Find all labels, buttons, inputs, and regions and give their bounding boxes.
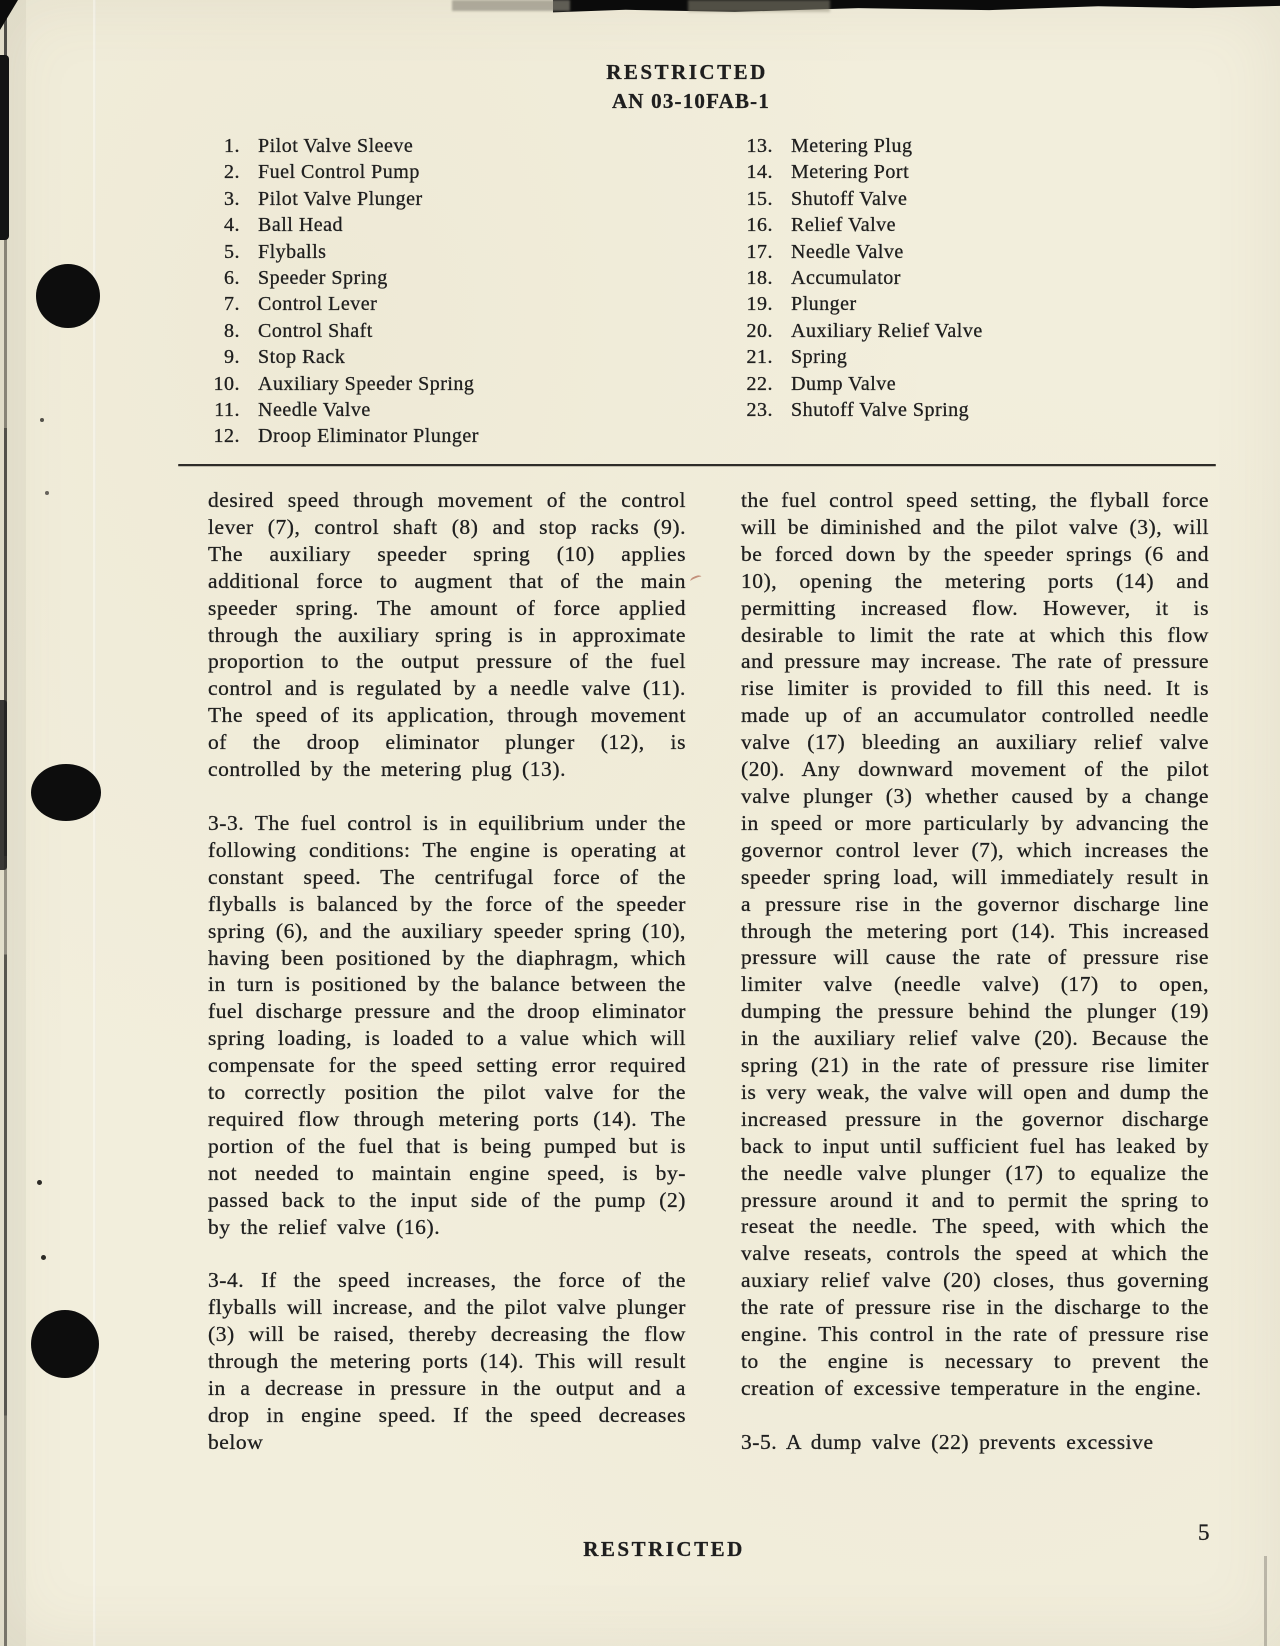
- legend-item: [204, 371, 674, 397]
- legend-item: [204, 186, 674, 212]
- legend-item-label: Fuel Control Pump: [258, 161, 420, 184]
- scan-right-edge-mark: [1264, 1556, 1267, 1646]
- legend-item-label: Metering Port: [791, 161, 910, 184]
- scan-speck: [41, 1255, 46, 1260]
- legend-item-label: Pilot Valve Sleeve: [258, 135, 414, 157]
- scan-speck: [45, 491, 49, 495]
- scan-left-edge-mark: [0, 55, 9, 240]
- legend-item-number: 6.: [224, 267, 240, 290]
- legend-item-label: Needle Valve: [791, 240, 904, 263]
- legend-item: [204, 291, 674, 317]
- legend-item: [706, 159, 1206, 185]
- punch-hole: [36, 264, 100, 328]
- legend-item-number: 10.: [213, 372, 240, 395]
- legend-item-number: 20.: [746, 319, 773, 342]
- legend-item-label: Stop Rack: [258, 346, 346, 369]
- legend-item: [706, 186, 1206, 212]
- legend-item-label: Shutoff Valve: [791, 187, 908, 210]
- legend-item-number: 18.: [746, 267, 773, 290]
- legend-item-label: Droop Eliminator Plunger: [258, 425, 479, 448]
- doc-number: AN 03-10FAB-1: [611, 89, 771, 113]
- legend-item: [706, 265, 1206, 291]
- legend-item-label: Plunger: [791, 293, 857, 316]
- legend-item-number: 22.: [746, 372, 773, 395]
- legend-item-number: 2.: [224, 161, 240, 184]
- legend-item-label: Speeder Spring: [258, 267, 388, 290]
- scan-speck: [40, 418, 44, 422]
- body-column-left: [208, 487, 686, 1456]
- legend-item-label: Auxiliary Speeder Spring: [258, 372, 475, 395]
- legend-item-label: Control Shaft: [258, 319, 373, 342]
- legend-item-label: Needle Valve: [258, 399, 371, 422]
- legend-item: [204, 423, 674, 449]
- legend-item: [204, 159, 674, 185]
- legend-item-label: Auxiliary Relief Valve: [791, 319, 983, 342]
- legend-item: [204, 239, 674, 265]
- body-column-right: [741, 487, 1209, 1456]
- legend-item-number: 11.: [214, 399, 240, 422]
- legend-list-right: [706, 133, 1206, 423]
- scan-top-edge-bar: [553, 0, 1280, 14]
- legend-item-number: 7.: [224, 293, 240, 316]
- legend-item: [204, 318, 674, 344]
- legend-item-label: Accumulator: [791, 267, 901, 290]
- legend-item: [706, 318, 1206, 344]
- legend-item-label: Ball Head: [258, 214, 344, 237]
- legend-item: [204, 265, 674, 291]
- legend-item: [706, 291, 1206, 317]
- scan-left-edge-mark: [0, 700, 7, 870]
- legend-item-label: Shutoff Valve Spring: [791, 399, 970, 422]
- scan-top-smudge: [452, 0, 570, 11]
- legend-item-number: 12.: [213, 425, 240, 448]
- legend-item: [204, 397, 674, 423]
- legend-item-label: Spring: [791, 346, 848, 369]
- legend-item: [706, 133, 1206, 159]
- legend-item-number: 5.: [224, 240, 240, 263]
- paragraph-3-3: 3-3. The fuel control is in equilibrium under the following conditions: The engine is operating at constant speed. The centrifugal force of the flyballs is balanced by the force of the speeder spring (6), and the auxiliary speeder spring (10), having been positioned by the diaphragm, which in turn is positioned by the balance between the fuel discharge pressure and the droop eliminator spring loading, is loaded to a value which will compensate for the speed setting error required to correctly position the pilot valve for the required flow through metering ports (14). The portion of the fuel that is being pumped but is not needed to maintain engine speed, is by-passed back to the input side of the pump (2) by the relief valve (16).: [208, 810, 686, 1239]
- legend-item: [706, 371, 1206, 397]
- legend-item: [204, 133, 674, 159]
- legend-item: [706, 212, 1206, 238]
- legend-item-number: 4.: [224, 214, 240, 237]
- legend-item-number: 8.: [224, 319, 240, 342]
- legend-item-label: Pilot Valve Plunger: [258, 187, 423, 210]
- legend-item-number: 15.: [746, 187, 773, 210]
- legend-item-number: 16.: [746, 214, 773, 237]
- legend-item-number: 13.: [746, 135, 773, 157]
- paragraph-continuation: the fuel control speed setting, the flyball force will be diminished and the pilot valve (3), will be forced down by the speeder springs (6 and 10), opening the metering ports (14) and permitting increased flow. However, it is desirable to limit the rate at which this flow and pressure may increase. The rate of pressure rise limiter is provided to fill this need. It is made up of an accumulator controlled needle valve (17) bleeding an auxiliary relief valve (20). Any downward movement of the pilot valve plunger (3) whether caused by a change in speed or more particularly by advancing the governor control lever (7), which increases the speeder spring load, will immediately result in a pressure rise in the governor discharge line through the metering port (14). This increased pressure will cause the rate of pressure rise limiter valve (needle valve) (17) to open, dumping the pressure behind the plunger (19) in the auxiliary relief valve (20). Because the spring (21) in the rate of pressure rise limiter is very weak, the valve will open and dump the increased pressure in the governor discharge back to input until sufficient fuel has leaked by the needle valve plunger (17) to equalize the pressure around it and to permit the spring to reseat the needle. The speed, with which the valve reseats, controls the speed at which the auxiary relief valve (20) closes, thus governing the rate of pressure rise in the discharge to the engine. This control in the rate of pressure rise to the engine is necessary to prevent the creation of excessive temperature in the engine.: [741, 488, 1209, 1400]
- section-divider-rule: [178, 464, 1216, 466]
- scan-speck: [37, 1180, 42, 1185]
- legend-item: [706, 344, 1206, 370]
- legend-item-number: 14.: [746, 161, 773, 184]
- punch-hole: [31, 764, 101, 821]
- paragraph-3-5: 3-5. A dump valve (22) prevents excessive: [741, 1429, 1154, 1454]
- page-number: 5: [1198, 1520, 1210, 1545]
- legend-item-number: 23.: [746, 399, 773, 422]
- scan-top-smudge: [688, 0, 830, 12]
- legend-item: [706, 239, 1206, 265]
- legend-item-label: Flyballs: [258, 240, 327, 263]
- legend-item-number: 9.: [224, 346, 240, 369]
- punch-hole: [31, 1310, 99, 1378]
- paragraph-3-4: 3-4. If the speed increases, the force of the flyballs will increase, and the pilot valve plunger (3) will be raised, thereby decreasing the flow through the metering ports (14). This will result in a decrease in pressure in the output and a drop in engine speed. If the speed decreases below: [208, 1268, 686, 1454]
- paper-crease: [93, 0, 96, 1646]
- legend-item-label: Relief Valve: [791, 214, 897, 237]
- pencil-mark: [689, 574, 702, 584]
- legend-item-label: Metering Plug: [791, 135, 913, 157]
- legend-item-label: Control Lever: [258, 293, 378, 316]
- legend-item-number: 17.: [746, 240, 773, 263]
- legend-item-number: 19.: [746, 293, 773, 316]
- legend-item: [706, 397, 1206, 423]
- legend-item-number: 3.: [224, 187, 240, 210]
- legend-item-label: Dump Valve: [791, 372, 897, 395]
- legend-item-number: 1.: [224, 135, 240, 157]
- paragraph-continuation: desired speed through movement of the control lever (7), control shaft (8) and stop racks (9). The auxiliary speeder spring (10) applies additional force to augment that of the main speeder spring. The amount of force applied through the auxiliary spring is in approximate proportion to the output pressure of the fuel control and is regulated by a needle valve (11). The speed of its application, through movement of the droop eliminator plunger (12), is controlled by the metering plug (13).: [208, 488, 686, 782]
- legend-item-number: 21.: [746, 346, 773, 369]
- legend-item: [204, 212, 674, 238]
- legend-list-left: [204, 133, 674, 450]
- legend-item: [204, 344, 674, 370]
- footer-classification: RESTRICTED: [583, 1537, 745, 1561]
- header-classification: RESTRICTED: [606, 60, 768, 84]
